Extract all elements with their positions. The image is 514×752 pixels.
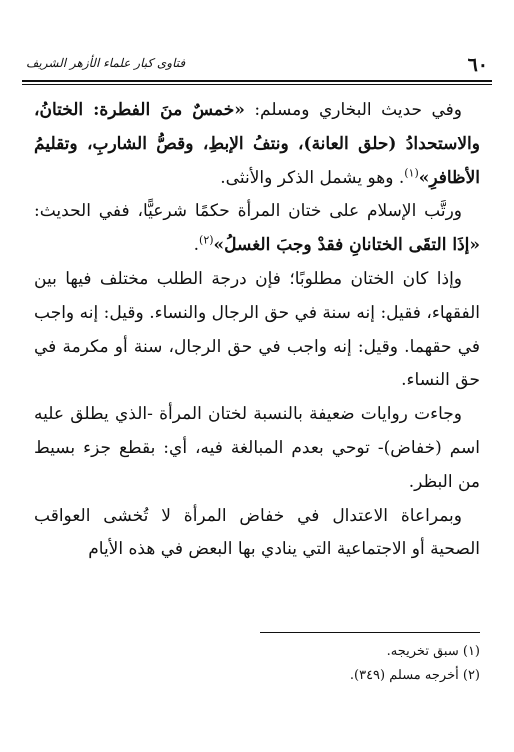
header-rule bbox=[22, 80, 492, 82]
paragraph-2-lead: ورتَّب الإسلام على ختان المرأة حكمًا شرعيًّا، ففي الحديث: bbox=[34, 201, 462, 222]
hadith-quote-2: «إذَا التقَى الختانانِ فقدْ وجبَ الغسلُ» bbox=[213, 235, 480, 256]
header-rule-thin bbox=[22, 84, 492, 85]
paragraph-1-tail: . وهو يشمل الذكر والأنثى. bbox=[220, 167, 405, 188]
footnote-separator bbox=[260, 632, 480, 633]
footnote-ref-2: (٢) bbox=[199, 233, 214, 247]
footnotes bbox=[34, 640, 480, 688]
paragraph-1-lead: وفي حديث البخاري ومسلم: bbox=[244, 100, 462, 120]
paragraph-3: وإذا كان الختان مطلوبًا؛ فإن درجة الطلب مختلف فيها بين الفقهاء، فقيل: إنه سنة في حق الرجال والنساء. وقيل: إنه واجب في حقهما. وقيل: إنه واجب في حق الرجال، سنة أو مكرمة في حق النساء. bbox=[34, 268, 480, 391]
page-header bbox=[22, 52, 492, 80]
hadith-quote-1: «خمسٌ منَ الفطرة: الختانُ، والاستحدادُ (حلق العانة)، ونتفُ الإبطِ، وقصُّ الشاربِ، وتقليمُ الأظافرِ» bbox=[34, 100, 480, 188]
main-text bbox=[34, 94, 480, 567]
paragraph-2 bbox=[34, 195, 480, 263]
paragraph-2-tail: . bbox=[193, 235, 200, 256]
footnote-ref-1: (١) bbox=[404, 165, 419, 179]
page-number: ٦٠ bbox=[467, 54, 488, 76]
paragraph-4: وجاءت روايات ضعيفة بالنسبة لختان المرأة -الذي يطلق عليه اسم (خفاض)- توحي بعدم المبالغة فيه، أي: بقطع جزء بسيط من البظر. bbox=[34, 404, 480, 492]
footnote-2: (٢) أخرجه مسلم (٣٤٩). bbox=[349, 668, 480, 683]
paragraph-1 bbox=[34, 94, 480, 195]
running-title: فتاوى كبار علماء الأزهر الشريف bbox=[26, 56, 186, 70]
paragraph-5: وبمراعاة الاعتدال في خفاض المرأة لا تُخشى العواقب الصحية أو الاجتماعية التي ينادي بها البعض في هذه الأيام bbox=[34, 505, 480, 560]
footnote-1: (١) سبق تخريجه. bbox=[386, 644, 480, 659]
